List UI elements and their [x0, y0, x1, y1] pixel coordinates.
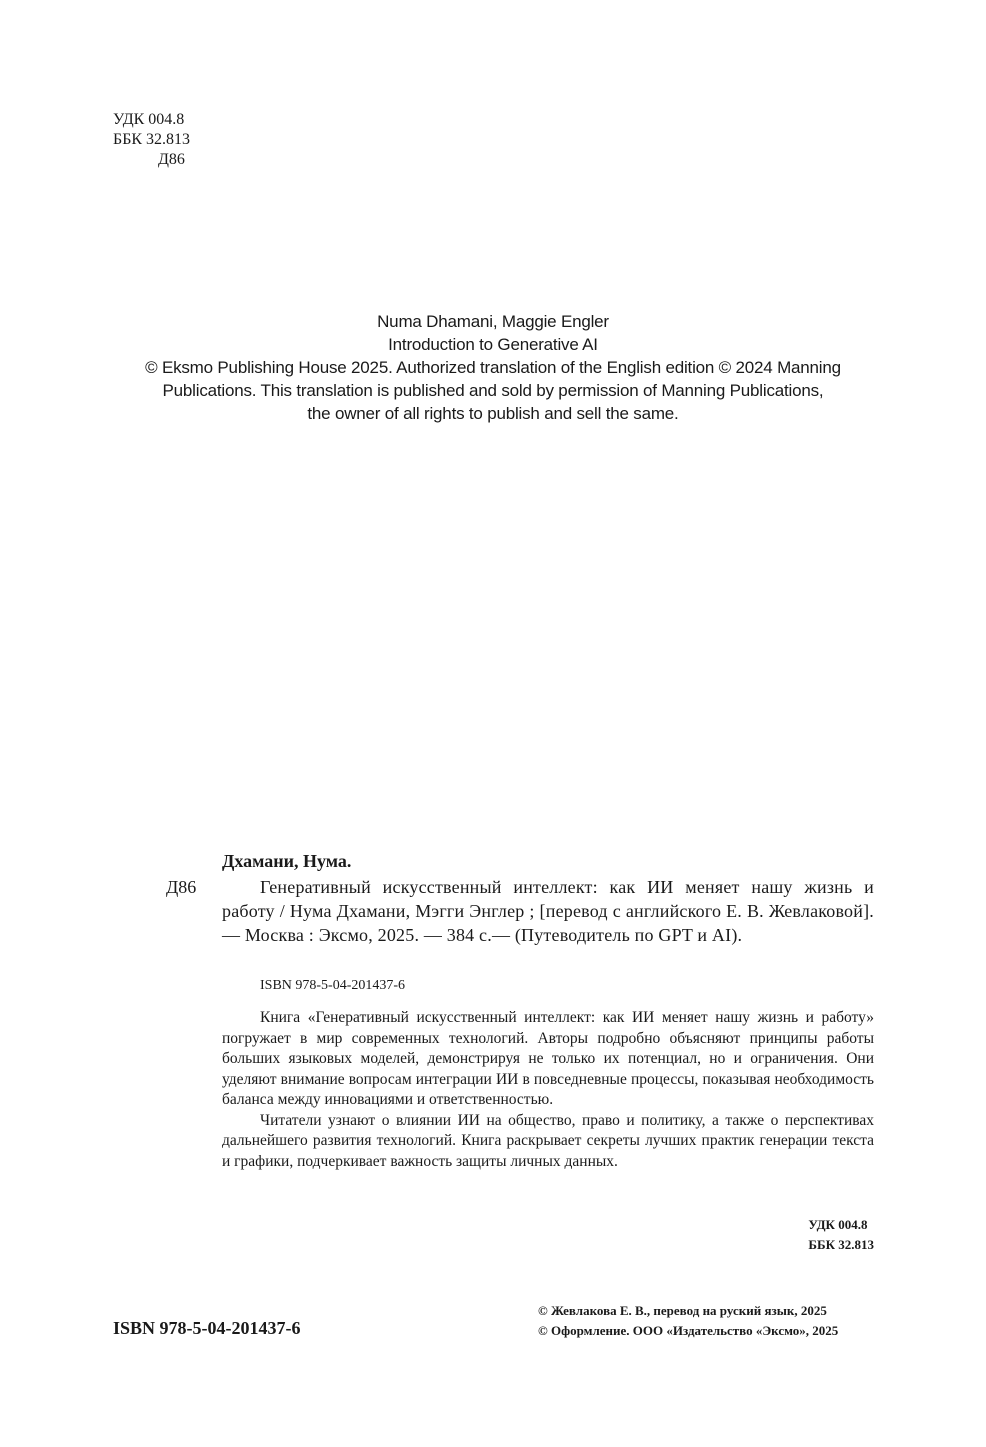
rights-line-3: the owner of all rights to publish and sell the same.: [307, 404, 679, 423]
original-authors: Numa Dhamani, Maggie Engler: [377, 312, 609, 331]
copyright-translation: © Жевлакова Е. В., перевод на руский язык, 2025: [538, 1303, 827, 1318]
original-edition-info: [110, 310, 876, 425]
udk-code: УДК 004.8: [113, 111, 185, 128]
rights-line-1: © Eksmo Publishing House 2025. Authorized translation of the English edition © 2024 Manning: [145, 358, 841, 377]
abstract: [222, 1008, 874, 1172]
copyright-design: © Оформление. ООО «Издательство «Эксмо», 2025: [538, 1323, 839, 1338]
top-classification-codes: [113, 110, 190, 170]
bbk-code: ББК 32.813: [113, 131, 191, 148]
catalog-author-heading: Дхамани, Нума.: [222, 851, 352, 871]
author-mark: Д86: [158, 151, 185, 168]
catalog-codes: [808, 1215, 874, 1255]
abstract-paragraph-2: Читатели узнают о влиянии ИИ на общество, право и политику, а также о перспективах дальнейшего развития технологий. Книга раскрывает секреты лучших практик генерации текста и графики, подчеркивает важность защиты личных данных.: [222, 1111, 874, 1170]
abstract-paragraph-1: Книга «Генеративный искусственный интеллект: как ИИ меняет нашу жизнь и работу» погружает в мир современных технологий. Авторы подробно объясняют принципы работы больших языковых моделей, демонстрируя не только их потенциал, но и ограничения. Они уделяют внимание вопросам интеграции ИИ в повседневные процессы, показывая необходимость баланса между инновациями и ответственностью.: [222, 1009, 874, 1108]
catalog-author-mark: Д86: [166, 877, 197, 897]
catalog-udk: УДК 004.8: [808, 1217, 868, 1232]
catalog-bbk: ББК 32.813: [808, 1237, 874, 1252]
footer-copyrights: [538, 1301, 838, 1341]
rights-line-2: Publications. This translation is published and sold by permission of Manning Publications,: [162, 381, 824, 400]
footer-isbn: ISBN 978-5-04-201437-6: [113, 1318, 301, 1338]
catalog-isbn: ISBN 978-5-04-201437-6: [260, 978, 406, 993]
catalog-description: Генеративный искусственный интеллект: как ИИ меняет нашу жизнь и работу / Нума Дхамани, Мэгги Энглер ; [перевод с английского Е. В. Жевлаковой]. — Москва : Эксмо, 2025. — 384 с.— (Путеводитель по GPT и AI).: [222, 877, 874, 945]
original-title: Introduction to Generative AI: [388, 335, 598, 354]
